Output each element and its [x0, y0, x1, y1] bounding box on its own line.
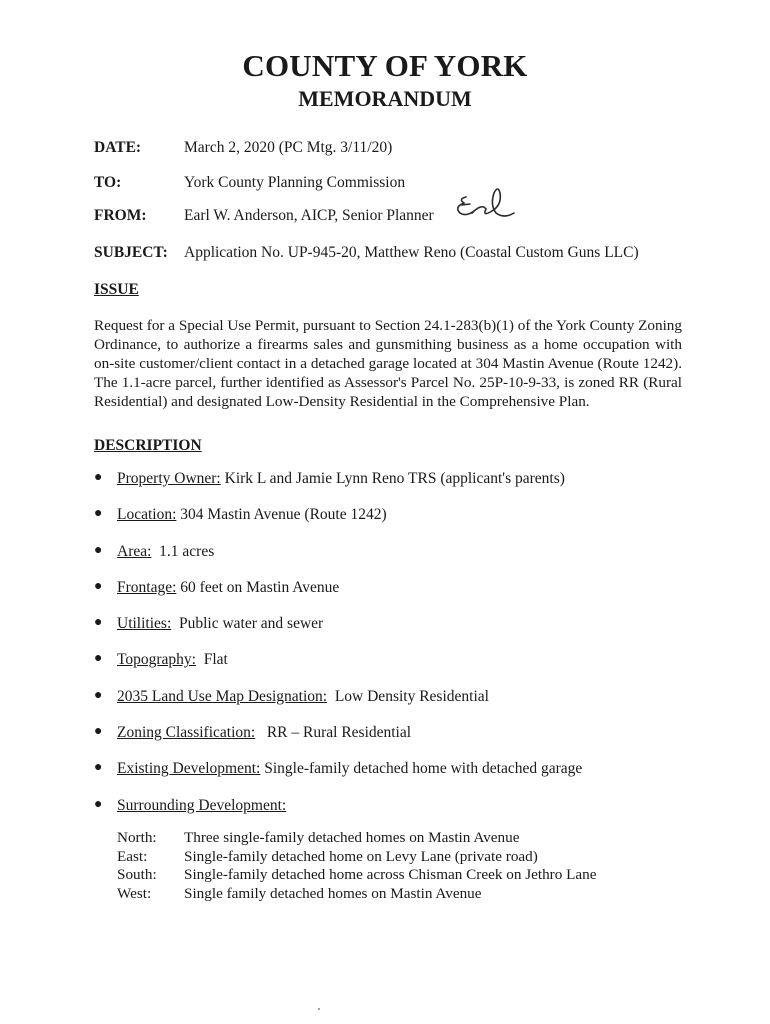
list-item [94, 506, 694, 542]
item-label: Surrounding Development: [117, 796, 287, 814]
to-label: TO: [94, 174, 122, 191]
list-item [94, 688, 694, 724]
list-item [94, 543, 694, 579]
date-row [94, 139, 392, 157]
item-value: Public water and sewer [171, 615, 324, 633]
bullet-icon: ● [94, 542, 103, 558]
bullet-icon: ● [94, 615, 103, 631]
item-value: Single-family detached home with detached garage [260, 760, 583, 778]
bullet-icon: ● [94, 796, 103, 812]
from-label: FROM: [94, 207, 147, 224]
item-value: Flat [195, 651, 228, 669]
signature-initials [452, 183, 520, 239]
item-label: Property Owner: [117, 470, 221, 487]
from-row [94, 207, 434, 225]
description-heading: DESCRIPTION [94, 437, 202, 454]
surrounding-row [117, 848, 596, 867]
list-item [94, 615, 694, 651]
list-item [94, 760, 694, 796]
item-value: 60 feet on Mastin Avenue [176, 578, 340, 596]
issue-paragraph: Request for a Special Use Permit, pursuant to Section 24.1-283(b)(1) of the York County Zoning Ordinance, to authorize a firearms sales and gunsmithing business as a home occupation with on-site customer/client contact in a detached garage located at 304 Mastin Avenue (Route 1242). The 1.1-acre parcel, further identified as Assessor's Parcel No. 25P-10-9-33, is zoned RR (Rural Residential) and designated Low-Density Residential in the Comprehensive Plan. [94, 317, 682, 410]
surrounding-text: Single family detached homes on Mastin Avenue [184, 885, 482, 903]
direction-label: West: [117, 885, 152, 903]
direction-label: East: [117, 847, 148, 865]
surrounding-text: Single-family detached home on Levy Lane (private road) [184, 847, 538, 865]
direction-label: South: [117, 866, 157, 884]
bullet-icon: ● [94, 724, 103, 740]
date-value: March 2, 2020 (PC Mtg. 3/11/20) [184, 139, 393, 156]
surrounding-development-list [117, 829, 596, 904]
subject-label: SUBJECT: [94, 244, 168, 261]
surrounding-row [117, 885, 596, 904]
list-item [94, 797, 694, 833]
item-label: Area: [117, 542, 152, 560]
item-label: Topography: [117, 651, 196, 669]
bullet-icon: ● [94, 687, 103, 703]
item-value: RR – Rural Residential [255, 724, 412, 742]
bullet-icon: ● [94, 651, 103, 667]
bullet-icon: ● [94, 506, 103, 522]
to-value: York County Planning Commission [184, 174, 406, 191]
list-item [94, 724, 694, 760]
item-label: Location: [117, 506, 177, 524]
direction-label: North: [117, 829, 157, 846]
surrounding-text: Three single-family detached homes on Mastin Avenue [184, 829, 520, 846]
issue-heading: ISSUE [94, 281, 139, 298]
subject-value: Application No. UP-945-20, Matthew Reno (Coastal Custom Guns LLC) [184, 244, 639, 261]
subject-row [94, 244, 639, 262]
to-row [94, 174, 405, 192]
bullet-icon: ● [94, 760, 103, 776]
surrounding-row [117, 829, 596, 848]
from-value: Earl W. Anderson, AICP, Senior Planner [184, 207, 434, 224]
bullet-icon: ● [94, 470, 103, 485]
bullet-icon: ● [94, 578, 103, 594]
item-value: Low Density Residential [327, 687, 489, 705]
list-item [94, 579, 694, 615]
item-label: Zoning Classification: [117, 724, 256, 742]
item-label: 2035 Land Use Map Designation: [117, 687, 328, 705]
item-value: 304 Mastin Avenue (Route 1242) [176, 506, 387, 524]
item-value: 1.1 acres [151, 542, 215, 560]
scan-speck [318, 1008, 320, 1010]
county-title: COUNTY OF YORK [242, 48, 528, 83]
memo-title: MEMORANDUM [298, 86, 472, 111]
surrounding-row [117, 866, 596, 885]
item-value: Kirk L and Jamie Lynn Reno TRS (applicant's parents) [220, 470, 565, 487]
description-list [94, 470, 694, 833]
surrounding-text: Single-family detached home across Chisman Creek on Jethro Lane [184, 866, 597, 884]
list-item [94, 651, 694, 687]
item-label: Frontage: [117, 578, 177, 596]
list-item [94, 470, 694, 506]
date-label: DATE: [94, 139, 142, 156]
item-label: Utilities: [117, 615, 172, 633]
item-label: Existing Development: [117, 760, 261, 778]
